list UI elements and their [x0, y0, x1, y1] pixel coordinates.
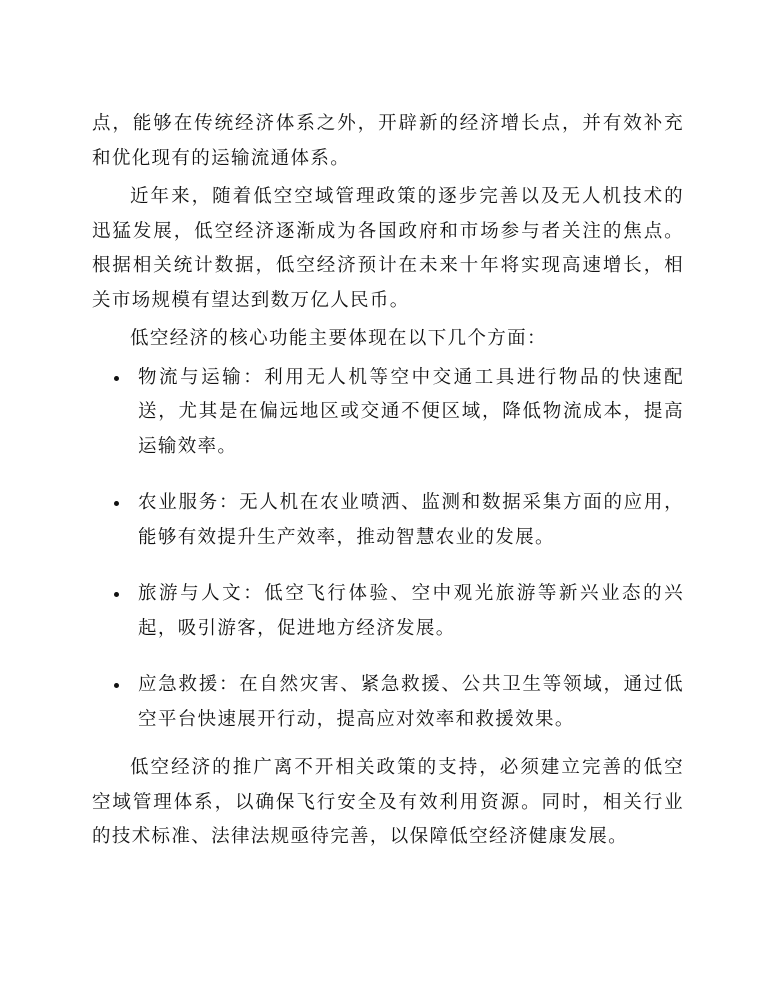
paragraph-development: 近年来，随着低空空域管理政策的逐步完善以及无人机技术的迅猛发展，低空经济逐渐成为各国政府和市场参与者关注的焦点。根据相关统计数据，低空经济预计在未来十年将实现高速增长，相关市场规模有望达到数万亿人民币。	[92, 186, 684, 311]
list-item	[92, 577, 684, 646]
list-item	[92, 361, 684, 465]
bullet-icon	[114, 592, 119, 597]
bullet-icon	[114, 683, 119, 688]
list-item	[92, 486, 684, 555]
list-item-text: 农业服务：无人机在农业喷洒、监测和数据采集方面的应用，能够有效提升生产效率，推动智慧农业的发展。	[138, 492, 684, 548]
function-bullet-list	[92, 361, 684, 738]
list-item	[92, 668, 684, 737]
list-item-text: 旅游与人文：低空飞行体验、空中观光旅游等新兴业态的兴起，吸引游客，促进地方经济发展。	[138, 583, 684, 639]
bullet-icon	[114, 376, 119, 381]
list-item-text: 物流与运输：利用无人机等空中交通工具进行物品的快速配送，尤其是在偏远地区或交通不便区域，降低物流成本，提高运输效率。	[138, 366, 684, 457]
list-item-text: 应急救援：在自然灾害、紧急救援、公共卫生等领域，通过低空平台快速展开行动，提高应对效率和救援效果。	[138, 674, 684, 730]
paragraph-policy: 低空经济的推广离不开相关政策的支持，必须建立完善的低空空域管理体系，以确保飞行安全及有效利用资源。同时，相关行业的技术标准、法律法规亟待完善，以保障低空经济健康发展。	[92, 757, 684, 847]
document-body	[92, 107, 684, 855]
paragraph-continuation: 点，能够在传统经济体系之外，开辟新的经济增长点，并有效补充和优化现有的运输流通体系。	[92, 113, 684, 169]
bullet-icon	[114, 501, 119, 506]
paragraph-functions-intro: 低空经济的核心功能主要体现在以下几个方面：	[130, 328, 547, 349]
